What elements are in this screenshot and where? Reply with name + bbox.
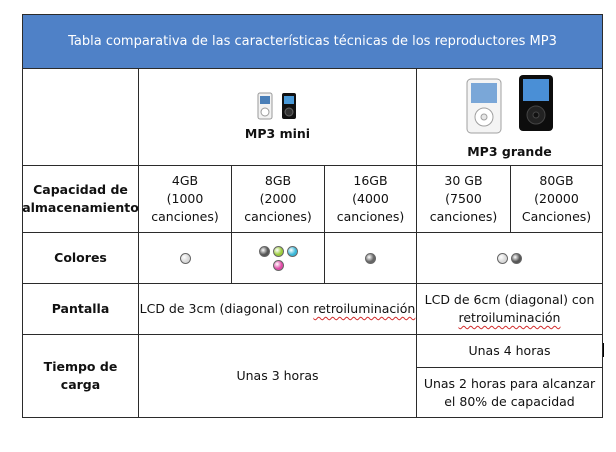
screen-label-cell [22, 283, 139, 335]
capacity-size: 8GB [264, 173, 292, 188]
text-cursor [603, 343, 604, 357]
colors-16gb-cell [324, 232, 417, 284]
color-swatches [259, 246, 298, 257]
screen-mini-word: retroiluminación [313, 301, 416, 316]
charge-label-cell [22, 334, 139, 418]
capacity-songs: (4000 [352, 191, 389, 206]
charge-grande-80-cell [416, 367, 603, 418]
mp3-mini-label: MP3 mini [244, 126, 311, 141]
color-swatches [273, 260, 284, 271]
charge-grande-80-line2: el 80% de capacidad [444, 393, 575, 409]
color-dot [273, 260, 284, 271]
table-title: Tabla comparativa de las características técnicas de los reproductores MP3 [68, 33, 557, 49]
capacity-16gb-cell [324, 165, 417, 233]
color-dot [180, 253, 191, 264]
charge-mini-text: Unas 3 horas [236, 368, 319, 383]
capacity-size: 30 GB [444, 173, 483, 188]
color-dot [273, 246, 284, 257]
screen-grande-cell [416, 283, 603, 335]
mp3-grande-header-cell [416, 68, 603, 166]
mp3-grande-devices-image [455, 73, 565, 137]
screen-mini-text [140, 300, 416, 318]
charge-grande-80-line1: Unas 2 horas para alcanzar [423, 375, 596, 391]
screen-mini-cell [138, 283, 417, 335]
capacity-30gb-cell [416, 165, 511, 233]
charge-mini-cell [138, 334, 417, 418]
screen-grande-word: retroiluminación [458, 310, 561, 325]
empty-corner-cell [22, 68, 139, 166]
color-dot [511, 253, 522, 264]
capacity-songs: canciones) [336, 209, 405, 224]
color-dot [497, 253, 508, 264]
color-dot [365, 253, 376, 264]
charge-grande-full-text: Unas 4 horas [468, 343, 551, 358]
capacity-songs: canciones) [429, 209, 498, 224]
color-swatches [180, 253, 191, 264]
colors-label-cell [22, 232, 139, 284]
capacity-songs: Canciones) [521, 209, 592, 224]
capacity-label-cell [22, 165, 139, 233]
capacity-4gb-cell [138, 165, 232, 233]
capacity-size: 80GB [539, 173, 574, 188]
capacity-songs: (2000 canciones) [244, 191, 312, 224]
colors-label: Colores [54, 250, 107, 265]
capacity-size: 16GB [353, 173, 388, 188]
color-swatches [497, 253, 522, 264]
colors-grande-cell [416, 232, 603, 284]
capacity-size: 4GB [171, 173, 199, 188]
screen-mini-prefix: LCD de 3cm (diagonal) con [139, 301, 314, 316]
mp3-mini-devices-image [248, 91, 308, 121]
capacity-songs: (7500 [445, 191, 482, 206]
capacity-songs: canciones) [151, 209, 219, 224]
charge-label: Tiempo de carga [43, 359, 118, 392]
charge-grande-full-cell [416, 334, 603, 368]
capacity-songs: (1000 [166, 191, 204, 206]
color-dot [287, 246, 298, 257]
capacity-songs: (20000 [534, 191, 579, 206]
mp3-grande-label: MP3 grande [467, 144, 552, 159]
capacity-8gb-cell [231, 165, 325, 233]
color-dot [259, 246, 270, 257]
capacity-80gb-cell [510, 165, 603, 233]
capacity-label: Capacidad de almacenamiento [22, 182, 139, 215]
mp3-mini-header-cell [138, 68, 417, 166]
color-swatches [365, 253, 376, 264]
screen-label: Pantalla [51, 301, 110, 316]
screen-grande-prefix: LCD de 6cm (diagonal) con [424, 292, 595, 307]
table-title-cell [22, 14, 603, 69]
colors-4gb-cell [138, 232, 232, 284]
comparison-table [22, 14, 603, 418]
colors-8gb-cell [231, 232, 325, 284]
